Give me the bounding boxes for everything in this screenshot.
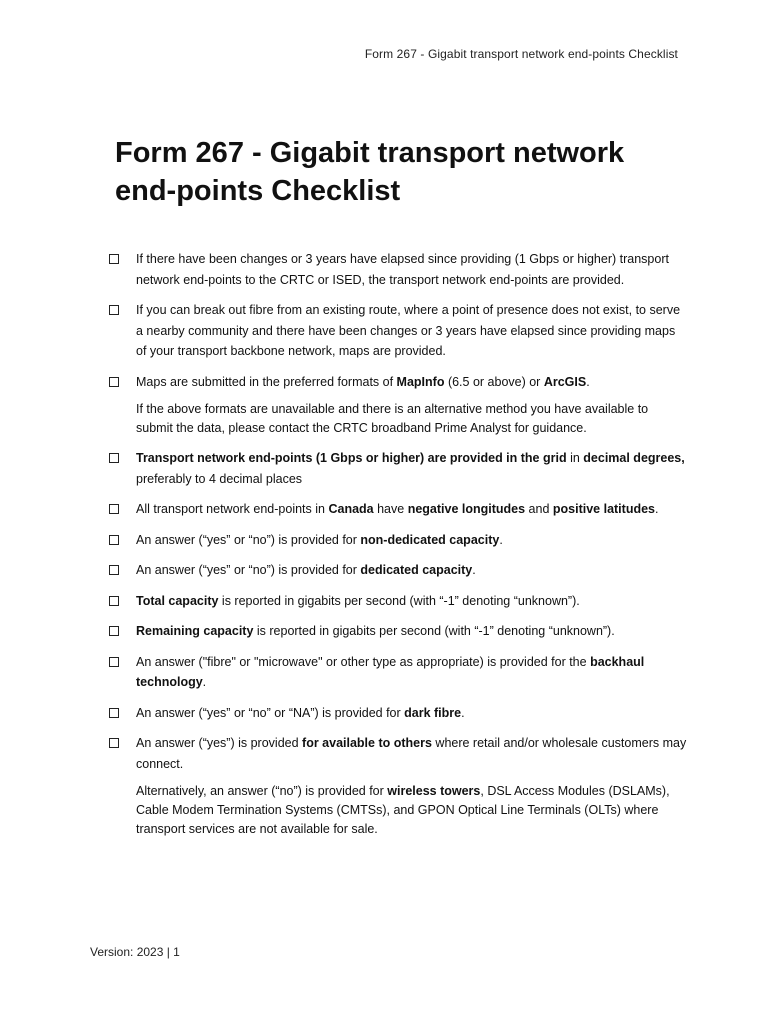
checklist [108, 249, 688, 849]
checklist-item [108, 591, 688, 612]
checkbox[interactable] [109, 657, 119, 667]
checklist-item [108, 499, 688, 520]
item-note: If the above formats are unavailable and there is an alternative method you have available to submit the data, please contact the CRTC broadband Prime Analyst for guidance. [136, 402, 649, 435]
item-text: If you can break out fibre from an existing route, where a point of presence does not exist, to serve a nearby community and there have been changes or 3 years have elapsed since providing maps of your transport backbone network, maps are provided. [136, 303, 681, 358]
item-text: . [461, 705, 465, 720]
item-text: is reported in gigabits per second (with “-1” denoting “unknown”). [218, 593, 580, 608]
item-text: An answer (“yes” or “no” or “NA”) is provided for [136, 705, 405, 720]
checkbox[interactable] [109, 535, 119, 545]
item-text-bold: ArcGIS [543, 374, 587, 389]
item-note-text: , DSL Access Modules (DSLAMs), Cable Modem Termination Systems (CMTSs), and GPON Optical Line Terminals (OLTs) where transport services are not available for sale. [136, 784, 670, 836]
page-title: Form 267 - Gigabit transport network end-points Checklist [115, 137, 625, 207]
item-text: An answer (“yes”) is provided [136, 736, 303, 750]
item-text-bold: positive latitudes [552, 502, 655, 516]
checkbox[interactable] [109, 596, 119, 606]
checkbox[interactable] [109, 708, 119, 718]
item-text: An answer (“yes” or “no”) is provided for [136, 532, 361, 547]
item-text: preferably to 4 decimal places [136, 471, 303, 486]
item-note [136, 782, 688, 839]
item-text-bold: for available to others [302, 736, 432, 750]
checkbox[interactable] [109, 504, 119, 514]
item-text: and [525, 502, 553, 516]
item-text-bold: Transport network end-points (1 Gbps or higher) are provided in the grid [136, 451, 567, 465]
item-text-bold: negative longitudes [407, 502, 526, 516]
item-text: Maps are submitted in the preferred formats of [136, 374, 397, 389]
checklist-item [108, 300, 688, 362]
checkbox[interactable] [109, 565, 119, 575]
item-text-bold: decimal degrees, [583, 451, 685, 465]
item-text: in [566, 451, 584, 465]
item-text-bold: dedicated capacity [360, 563, 473, 577]
item-text: If there have been changes or 3 years have elapsed since providing (1 Gbps or higher) transport network end-points to the CRTC or ISED, the transport network end-points are provided. [136, 252, 669, 287]
item-text: is reported in gigabits per second (with “-1” denoting “unknown”). [253, 624, 615, 638]
checklist-item [108, 621, 688, 642]
checklist-item [108, 733, 688, 839]
item-text-bold: backhaul technology [136, 654, 645, 689]
item-text: (6.5 or above) or [444, 374, 544, 389]
item-text: . [586, 374, 590, 389]
checklist-item [108, 560, 688, 581]
checkbox[interactable] [109, 305, 119, 315]
checkbox[interactable] [109, 626, 119, 636]
item-text: have [373, 502, 408, 516]
checklist-item [108, 448, 688, 489]
item-text-bold: MapInfo [396, 374, 445, 389]
checkbox[interactable] [109, 453, 119, 463]
item-note-text: Alternatively, an answer (“no”) is provided for [136, 784, 388, 798]
item-text: An answer (“yes” or “no”) is provided for [136, 563, 361, 577]
item-text-bold: dark fibre [404, 705, 462, 720]
item-text: where retail and/or wholesale customers may connect. [136, 736, 687, 771]
item-text-bold: Remaining capacity [136, 624, 254, 638]
checkbox[interactable] [109, 738, 119, 748]
item-text-bold: non-dedicated capacity [360, 532, 500, 547]
item-text: . [655, 502, 659, 516]
item-text: . [499, 532, 503, 547]
item-text-bold: Total capacity [136, 593, 219, 608]
checkbox[interactable] [109, 254, 119, 264]
item-text: . [472, 563, 476, 577]
checklist-item [108, 372, 688, 439]
running-header: Form 267 - Gigabit transport network end-points Checklist [364, 47, 678, 61]
checklist-item [108, 703, 688, 724]
item-text: All transport network end-points in [136, 502, 329, 516]
page-footer: Version: 2023 | 1 [90, 945, 180, 959]
item-text: An answer ("fibre" or "microwave" or other type as appropriate) is provided for the [136, 654, 591, 669]
item-note-bold: wireless towers [387, 784, 481, 798]
checklist-item [108, 530, 688, 551]
checkbox[interactable] [109, 377, 119, 387]
checklist-item [108, 652, 688, 693]
checklist-item [108, 249, 688, 290]
item-text-bold: Canada [328, 502, 374, 516]
item-text: . [202, 675, 207, 689]
